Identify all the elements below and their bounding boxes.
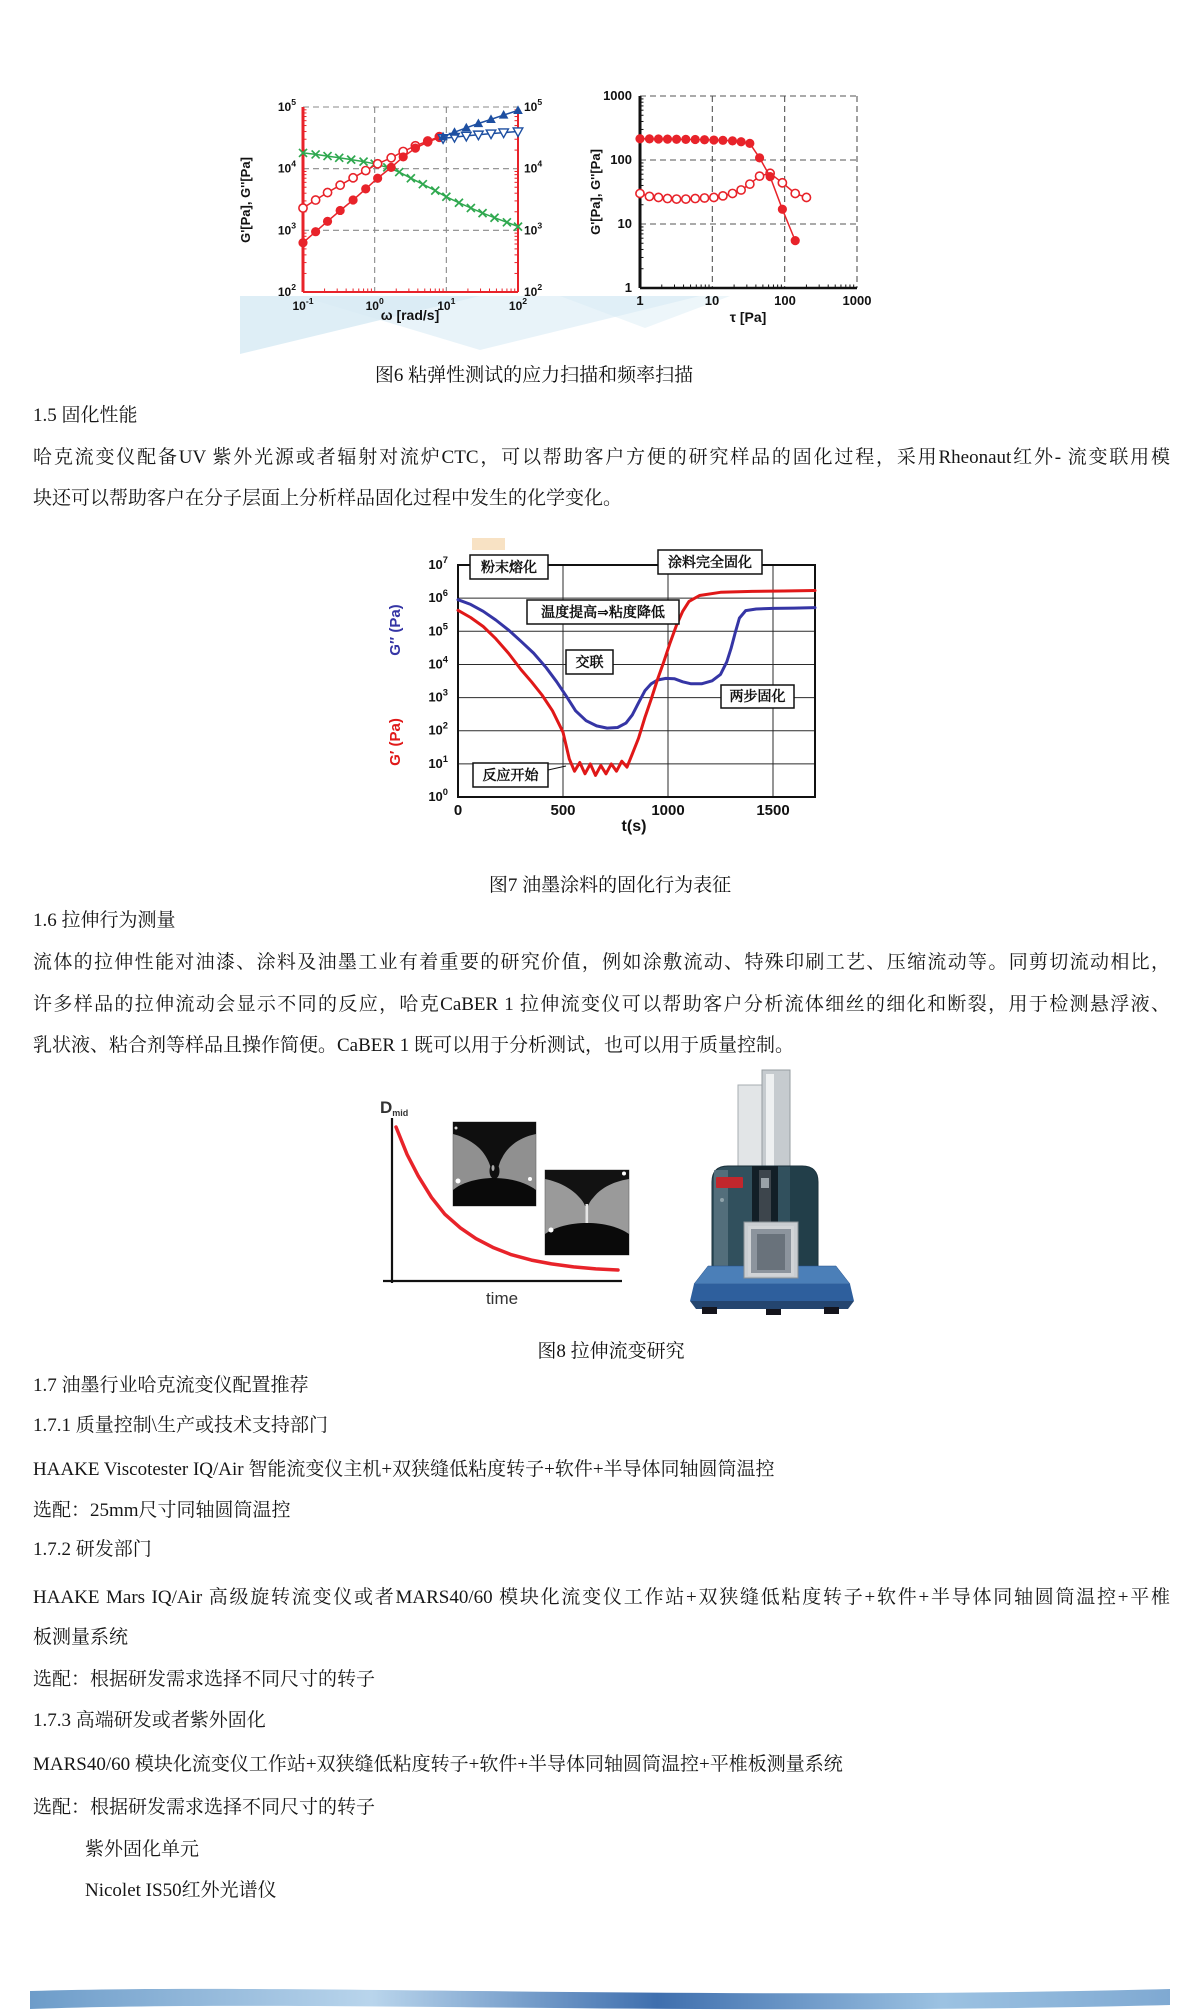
svg-text:105: $10^5$ xyxy=(277,96,296,114)
svg-text:G′ (Pa): G′ (Pa) xyxy=(387,718,404,766)
svg-text:102: $10^2$ xyxy=(524,282,543,299)
body-text-line: MARS40/60 模块化流变仪工作站+双狭缝低粘度转子+软件+半导体同轴圆筒温控+平椎板测量系统 xyxy=(33,1754,843,1775)
body-text-line: 乳状液、粘合剂等样品且操作简便。CaBER 1 既可以用于分析测试，也可以用于质量控制。 xyxy=(33,1035,795,1056)
svg-text:101: $10^1$ xyxy=(428,753,448,771)
svg-text:102: $10^2$ xyxy=(428,720,448,738)
body-text-line: 1.6 拉伸行为测量 xyxy=(33,910,176,931)
stress-sweep-chart xyxy=(588,88,871,325)
filament-breakup-photo xyxy=(545,1170,629,1255)
svg-text:100: $10^0$ xyxy=(365,296,384,313)
svg-text:G″ (Pa): G″ (Pa) xyxy=(387,604,404,656)
svg-text:t(s): t(s) xyxy=(621,818,647,835)
svg-text:104: $10^4$ xyxy=(277,158,296,176)
svg-text:G'[Pa], G''[Pa]: G'[Pa], G''[Pa] xyxy=(238,157,253,243)
body-text-line: 许多样品的拉伸流动会显示不同的反应，哈克CaBER 1 拉伸流变仪可以帮助客户分析流体细丝的细化和断裂，用于检测悬浮液、 xyxy=(33,994,1170,1015)
body-text-line: HAAKE Mars IQ/Air 高级旋转流变仪或者MARS40/60 模块化流变仪工作站+双狭缝低粘度转子+软件+半导体同轴圆筒温控+平椎 xyxy=(33,1587,1170,1608)
svg-text:0: 0 xyxy=(453,802,463,819)
body-text-line: 哈克流变仪配备UV 紫外光源或者辐射对流炉CTC，可以帮助客户方便的研究样品的固化过程，采用Rheonaut红外- 流变联用模 xyxy=(33,447,1170,468)
svg-text:10: 10 xyxy=(704,293,720,308)
svg-text:温度提高⇒粘度降低: 温度提高⇒粘度降低 xyxy=(541,604,665,620)
svg-text:交联: 交联 xyxy=(575,654,604,670)
svg-text:106: $10^6$ xyxy=(428,588,448,606)
svg-text:100: 100 xyxy=(774,293,796,308)
svg-text:1500: 1500 xyxy=(756,802,790,819)
footer-wave-graphic xyxy=(30,1989,1170,2009)
svg-text:Dmid: Dmid xyxy=(380,1098,409,1118)
svg-text:105: $10^5$ xyxy=(428,621,448,639)
body-text-line: HAAKE Viscotester IQ/Air 智能流变仪主机+双狭缝低粘度转子+软件+半导体同轴圆筒温控 xyxy=(33,1459,775,1480)
svg-text:10: 10 xyxy=(617,216,632,231)
body-text-line: 选配：根据研发需求选择不同尺寸的转子 xyxy=(33,1669,376,1690)
svg-text:反应开始: 反应开始 xyxy=(482,767,539,783)
svg-text:500: 500 xyxy=(550,802,576,819)
svg-text:102: $10^2$ xyxy=(277,282,296,299)
body-text-line: 板测量系统 xyxy=(33,1627,129,1648)
svg-text:103: $10^3$ xyxy=(428,687,448,705)
svg-text:102: $10^2$ xyxy=(508,296,528,313)
body-text-line: Nicolet IS50红外光谱仪 xyxy=(85,1880,277,1901)
svg-text:10-1: $10^{-1}$ xyxy=(292,296,314,313)
svg-text:104: $10^4$ xyxy=(428,654,448,672)
svg-text:1000: 1000 xyxy=(651,802,685,819)
body-text-line: 1.5 固化性能 xyxy=(33,405,138,426)
svg-text:1: 1 xyxy=(624,280,632,295)
body-text-line: 流体的拉伸性能对油漆、涂料及油墨工业有着重要的研究价值，例如涂敷流动、特殊印刷工艺、压缩流动等。同剪切流动相比， xyxy=(33,952,1170,973)
body-text-line: 1.7.2 研发部门 xyxy=(33,1539,152,1560)
body-text-line: 选配：25mm尺寸同轴圆筒温控 xyxy=(33,1500,291,1521)
svg-text:1000: 1000 xyxy=(842,293,872,308)
body-text-line: 1.7.3 高端研发或者紫外固化 xyxy=(33,1710,266,1731)
figure8-caption: 图8 拉伸流变研究 xyxy=(537,1341,685,1362)
filament-breakup-photo xyxy=(453,1122,536,1206)
svg-text:time: time xyxy=(485,1289,519,1308)
svg-text:104: $10^4$ xyxy=(524,158,543,176)
svg-text:100: $10^0$ xyxy=(428,787,448,804)
svg-text:两步固化: 两步固化 xyxy=(729,688,786,704)
figure6-caption: 图6 粘弹性测试的应力扫描和频率扫描 xyxy=(374,365,694,386)
svg-text:105: $10^5$ xyxy=(524,96,543,114)
svg-text:100: 100 xyxy=(610,152,632,167)
figure7-caption: 图7 油墨涂料的固化行为表征 xyxy=(488,875,732,896)
body-text-line: 块还可以帮助客户在分子层面上分析样品固化过程中发生的化学变化。 xyxy=(33,488,623,509)
frequency-sweep-chart xyxy=(238,97,542,323)
body-text-line: 1.7.1 质量控制\生产或技术支持部门 xyxy=(33,1415,329,1436)
body-text-line: 1.7 油墨行业哈克流变仪配置推荐 xyxy=(33,1375,309,1396)
curing-behavior-chart xyxy=(387,550,815,835)
svg-text:107: $10^7$ xyxy=(428,555,448,573)
svg-text:103: $10^3$ xyxy=(524,220,543,238)
svg-text:101: $10^1$ xyxy=(437,296,456,313)
svg-text:1: 1 xyxy=(636,293,644,308)
body-text-line: 紫外固化单元 xyxy=(85,1839,200,1860)
svg-text:103: $10^3$ xyxy=(277,220,296,238)
svg-text:粉末熔化: 粉末熔化 xyxy=(481,559,537,575)
svg-text:涂料完全固化: 涂料完全固化 xyxy=(668,554,752,570)
svg-text:G'[Pa], G''[Pa]: G'[Pa], G''[Pa] xyxy=(588,149,603,235)
svg-text:1000: 1000 xyxy=(603,88,632,103)
svg-text:τ [Pa]: τ [Pa] xyxy=(729,309,767,325)
caber-instrument-photo xyxy=(690,1070,854,1315)
body-text-line: 选配：根据研发需求选择不同尺寸的转子 xyxy=(33,1797,376,1818)
svg-text:ω [rad/s]: ω [rad/s] xyxy=(380,307,440,323)
